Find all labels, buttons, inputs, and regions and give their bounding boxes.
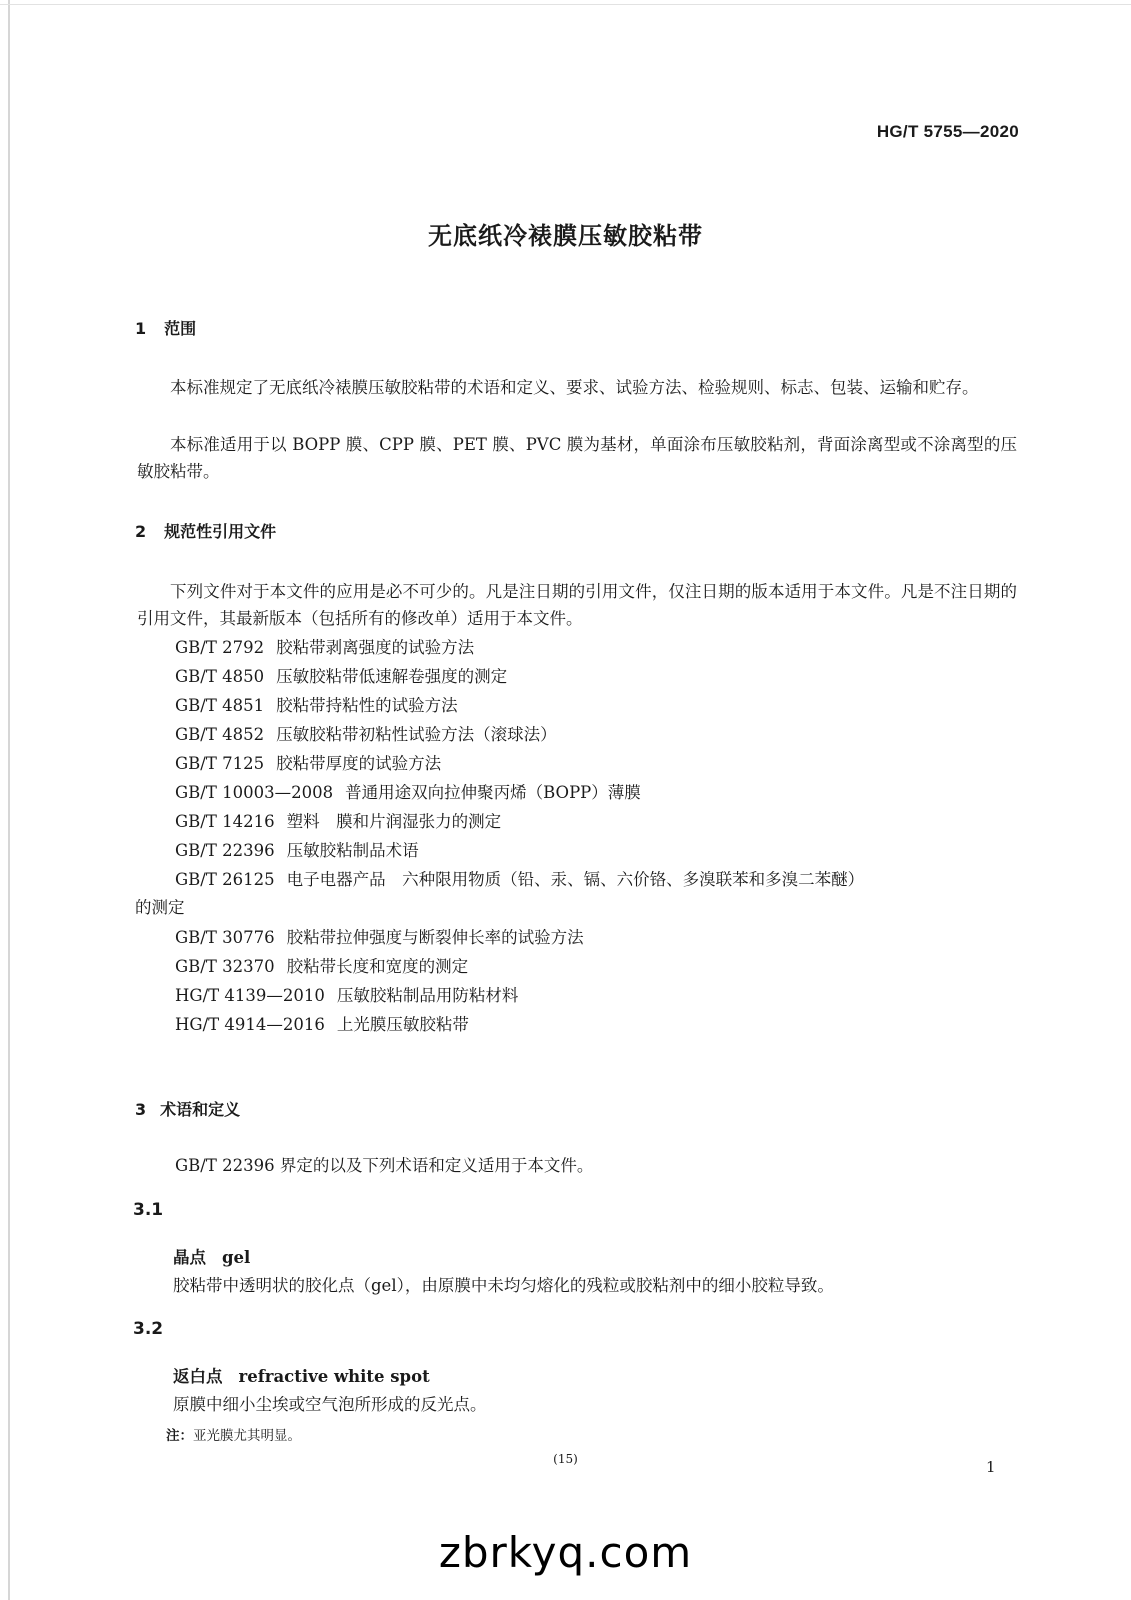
reference-item [175,692,458,719]
term-english: refractive white spot [238,1367,430,1386]
section-3-heading [135,1097,240,1120]
section-title: 规范性引用文件 [164,522,277,541]
reference-title: 压敏胶粘制品用防粘材料 [336,986,519,1005]
term-definition: 原膜中细小尘埃或空气泡所形成的反光点。 [173,1395,487,1414]
reference-code: GB/T 2792 [175,638,265,657]
reference-title: 胶粘带拉伸强度与断裂伸长率的试验方法 [286,928,584,947]
reference-code: GB/T 7125 [175,754,265,773]
watermark: zbrkyq.com [438,1528,693,1577]
note-text: 亚光膜尤其明显。 [193,1428,301,1444]
term-chinese: 返白点 [173,1367,223,1386]
reference-code: GB/T 26125 [175,870,275,889]
section-number: 1 [135,319,147,338]
reference-title: 胶粘带剥离强度的试验方法 [276,638,475,657]
reference-title: 压敏胶粘带低速解卷强度的测定 [276,667,508,686]
term-entry [173,1363,430,1390]
note-label: 注： [166,1428,193,1444]
reference-code: GB/T 22396 [175,841,275,860]
scope-paragraph-2: 本标准适用于以 BOPP 膜、CPP 膜、PET 膜、PVC 膜为基材，单面涂布压敏胶粘剂，背面涂离型或不涂离型的压敏胶粘带。 [137,435,1017,481]
term-entry [173,1244,250,1271]
reference-item [175,953,468,980]
terms-intro: GB/T 22396 界定的以及下列术语和定义适用于本文件。 [175,1156,594,1175]
page-number: 1 [986,1458,996,1476]
reference-item [175,663,507,690]
section-number: 2 [135,522,147,541]
reference-item [175,779,641,806]
folio-number: (15) [553,1452,578,1466]
section-title: 范围 [164,319,197,338]
reference-code: HG/T 4914—2016 [175,1015,325,1034]
reference-item [175,721,557,748]
document-title: 无底纸冷裱膜压敏胶粘带 [428,222,703,250]
reference-title: 压敏胶粘带初粘性试验方法（滚球法） [276,725,557,744]
section-2-heading [135,519,276,542]
section-number: 3 [135,1100,147,1119]
reference-item [175,634,474,661]
reference-item [175,924,584,951]
reference-item [175,982,518,1009]
reference-code: GB/T 10003—2008 [175,783,334,802]
term-chinese: 晶点 [173,1248,206,1267]
term-note [166,1424,301,1444]
reference-item [175,837,419,864]
reference-code: GB/T 30776 [175,928,275,947]
reference-title: 上光膜压敏胶粘带 [336,1015,469,1034]
reference-title: 塑料 膜和片润湿张力的测定 [286,812,502,831]
reference-code: GB/T 4852 [175,725,265,744]
reference-title: 普通用途双向拉伸聚丙烯（BOPP）薄膜 [345,783,641,802]
reference-code: GB/T 4850 [175,667,265,686]
term-number: 3.2 [133,1319,164,1339]
reference-item [175,750,441,777]
reference-title: 压敏胶粘制品术语 [286,841,419,860]
reference-title: 电子电器产品 六种限用物质（铅、汞、镉、六价铬、多溴联苯和多溴二苯醚） [286,870,865,889]
reference-title: 胶粘带厚度的试验方法 [276,754,442,773]
reference-title: 胶粘带长度和宽度的测定 [286,957,469,976]
term-definition: 胶粘带中透明状的胶化点（gel），由原膜中未均匀熔化的残粒或胶粘剂中的细小胶粒导致。 [173,1276,834,1295]
section-title: 术语和定义 [160,1100,241,1119]
reference-code: HG/T 4139—2010 [175,986,325,1005]
reference-item [175,808,501,835]
standard-code: HG/T 5755—2020 [876,122,1019,141]
reference-continuation: 的测定 [135,898,185,917]
reference-code: GB/T 32370 [175,957,275,976]
reference-title: 胶粘带持粘性的试验方法 [276,696,458,715]
scan-edge-top [0,4,1131,5]
section-1-heading [135,316,196,339]
scope-paragraph-1: 本标准规定了无底纸冷裱膜压敏胶粘带的术语和定义、要求、试验方法、检验规则、标志、包装、运输和贮存。 [170,378,979,397]
references-intro: 下列文件对于本文件的应用是必不可少的。凡是注日期的引用文件，仅注日期的版本适用于本文件。凡是不注日期的引用文件，其最新版本（包括所有的修改单）适用于本文件。 [137,582,1017,628]
reference-code: GB/T 4851 [175,696,265,715]
reference-item [175,1011,469,1038]
reference-item [175,866,864,893]
term-number: 3.1 [133,1200,164,1220]
term-english: gel [222,1248,251,1267]
reference-code: GB/T 14216 [175,812,275,831]
